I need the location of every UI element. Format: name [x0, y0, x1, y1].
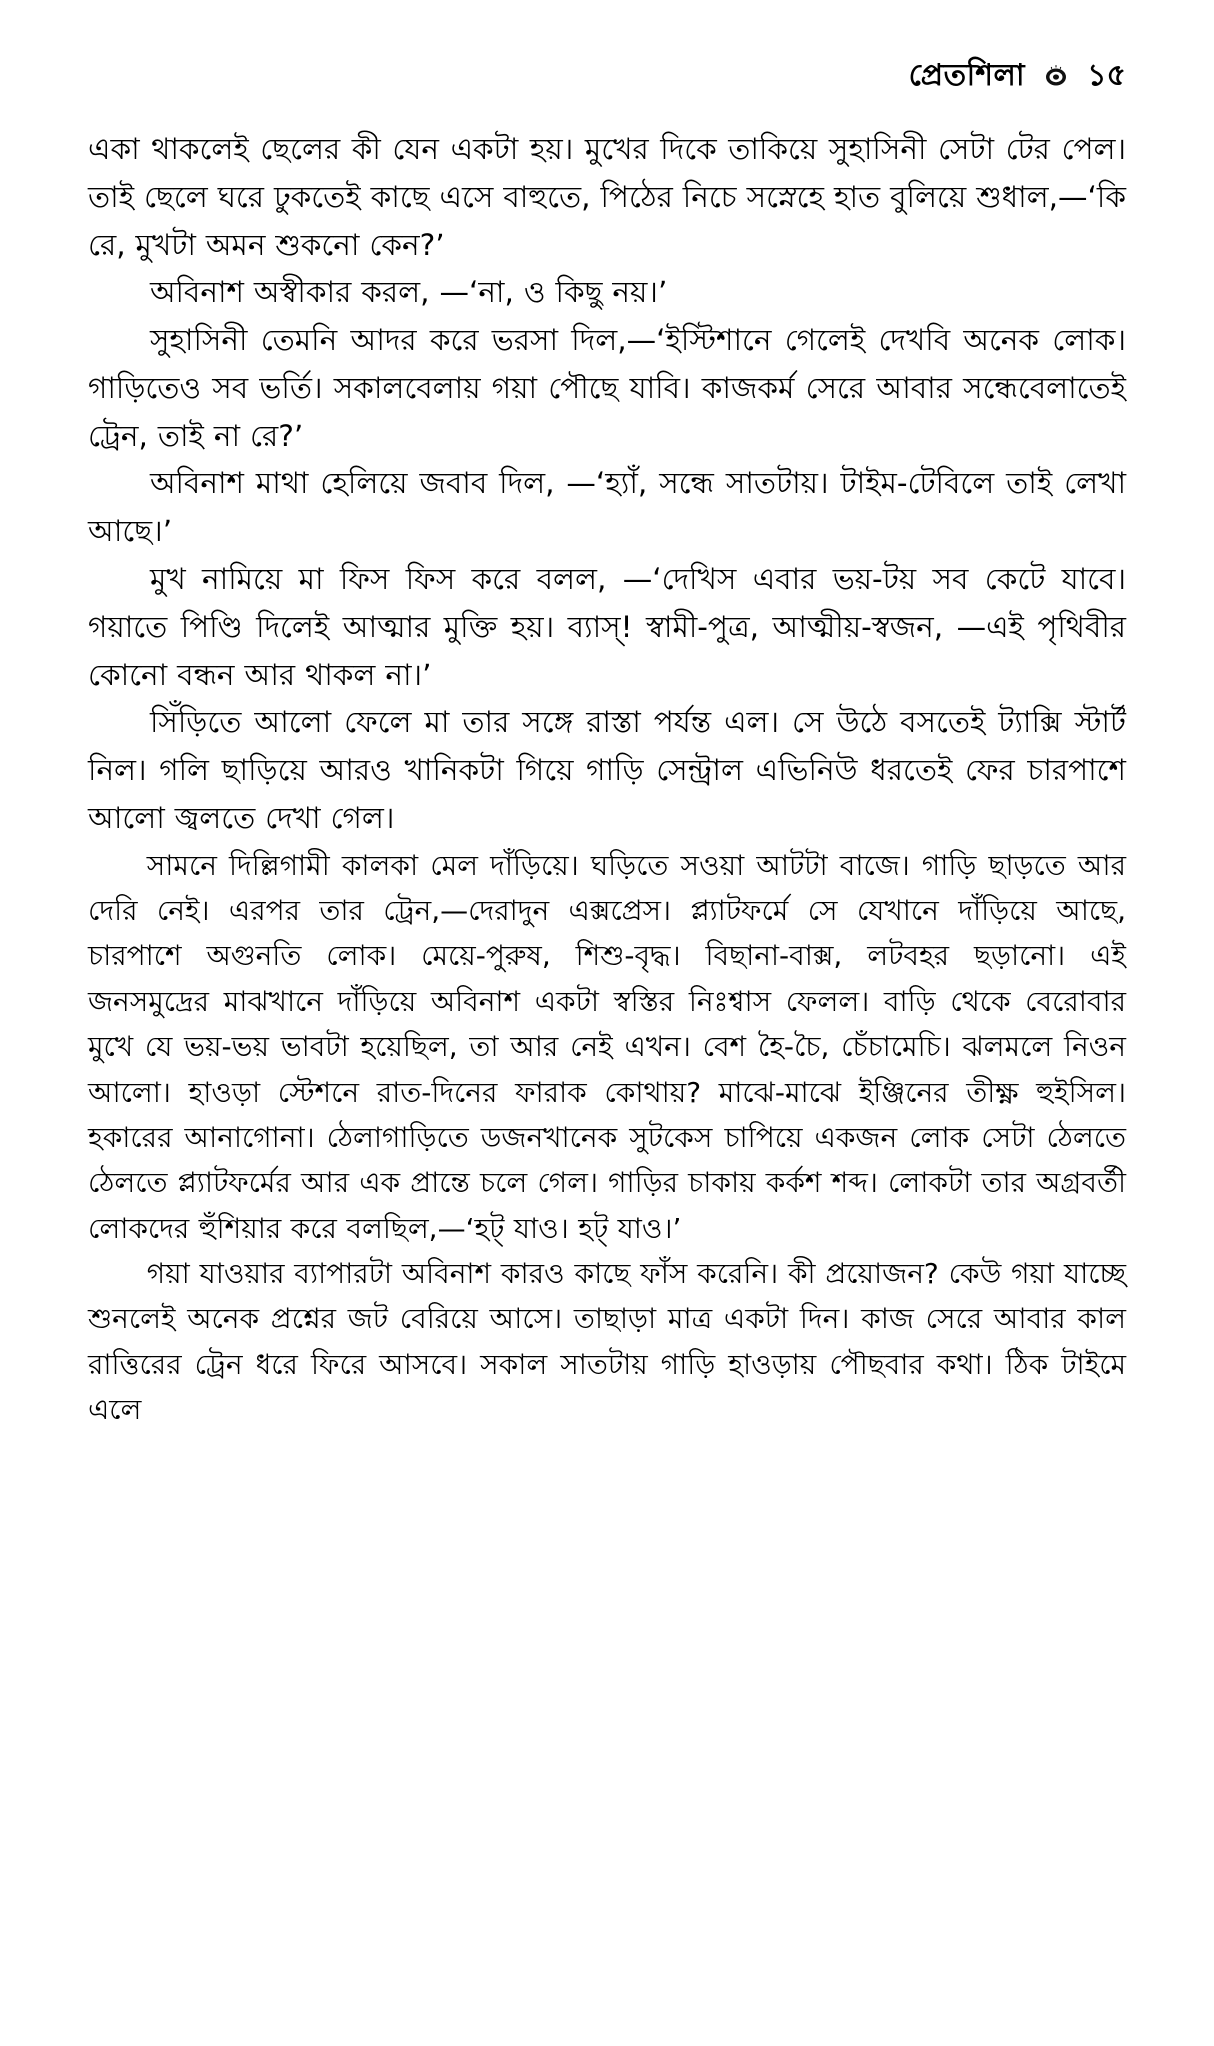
running-head — [88, 52, 1126, 100]
paragraph: একা থাকলেই ছেলের কী যেন একটা হয়। মুখের দিকে তাকিয়ে সুহাসিনী সেটা টের পেল। তাই ছেলে ঘরে ঢুকতেই কাছে এসে বাহুতে, পিঠের নিচে সস্নেহে হাত বুলিয়ে শুধাল,—‘কি রে, মুখটা অমন শুকনো কেন?’ — [88, 132, 1126, 262]
paragraph: অবিনাশ মাথা হেলিয়ে জবাব দিল, —‘হ্যাঁ, সন্ধে সাতটায়। টাইম-টেবিলে তাই লেখা আছে।’ — [88, 466, 1126, 549]
paragraph: সামনে দিল্লিগামী কালকা মেল দাঁড়িয়ে। ঘড়িতে সওয়া আটটা বাজে। গাড়ি ছাড়তে আর দেরি নেই। এরপর তার ট্রেন,—দেরাদুন এক্সপ্রেস। প্ল্যাটফর্মে সে যেখানে দাঁড়িয়ে আছে, চারপাশে অগুনতি লোক। মেয়ে-পুরুষ, শিশু-বৃদ্ধ। বিছানা-বাক্স, লটবহর ছড়ানো। এই জনসমুদ্রের মাঝখানে দাঁড়িয়ে অবিনাশ একটা স্বস্তির নিঃশ্বাস ফেলল। বাড়ি থেকে বেরোবার মুখে যে ভয়-ভয় ভাবটা হয়েছিল, তা আর নেই এখন। বেশ হৈ-চৈ, চেঁচামেচি। ঝলমলে নিওন আলো। হাওড়া স্টেশনে রাত-দিনের ফারাক কোথায়? মাঝে-মাঝে ইঞ্জিনের তীক্ষ্ণ হুইসিল। হকারের আনাগোনা। ঠেলাগাড়িতে ডজনখানেক সুটকেস চাপিয়ে একজন লোক সেটা ঠেলতে ঠেলতে প্ল্যাটফর্মের আর এক প্রান্তে চলে গেল। গাড়ির চাকায় কর্কশ শব্দ। লোকটা তার অগ্রবর্তী লোকদের হুঁশিয়ার করে বলছিল,—‘হট্ যাও। হট্ যাও।’ — [88, 848, 1126, 1245]
paragraph: সুহাসিনী তেমনি আদর করে ভরসা দিল,—‘ইস্টিশানে গেলেই দেখবি অনেক লোক। গাড়িতেও সব ভর্তি। সকালবেলায় গয়া পৌছে যাবি। কাজকর্ম সেরে আবার সন্ধেবেলাতেই ট্রেন, তাই না রে?’ — [88, 323, 1126, 453]
chapter-title: প্রেতশিলা — [908, 58, 1026, 93]
flower-ornament-icon — [1041, 61, 1071, 91]
page-body — [88, 126, 1126, 1432]
paragraph: সিঁড়িতে আলো ফেলে মা তার সঙ্গে রাস্তা পর্যন্ত এল। সে উঠে বসতেই ট্যাক্সি স্টার্ট নিল। গলি ছাড়িয়ে আরও খানিকটা গিয়ে গাড়ি সেন্ট্রাল এভিনিউ ধরতেই ফের চারপাশে আলো জ্বলতে দেখা গেল। — [88, 705, 1126, 835]
paragraph: মুখ নামিয়ে মা ফিস ফিস করে বলল, —‘দেখিস এবার ভয়-টয় সব কেটে যাবে। গয়াতে পিণ্ডি দিলেই আত্মার মুক্তি হয়। ব্যাস্! স্বামী-পুত্র, আত্মীয়-স্বজন, —এই পৃথিবীর কোনো বন্ধন আর থাকল না।’ — [88, 562, 1126, 692]
page-number: ১৫ — [1087, 58, 1126, 93]
paragraph: অবিনাশ অস্বীকার করল, —‘না, ও কিছু নয়।’ — [149, 275, 668, 310]
paragraph: গয়া যাওয়ার ব্যাপারটা অবিনাশ কারও কাছে ফাঁস করেনি। কী প্রয়োজন? কেউ গয়া যাচ্ছে শুনলেই অনেক প্রশ্নের জট বেরিয়ে আসে। তাছাড়া মাত্র একটা দিন। কাজ সেরে আবার কাল রাত্তিরের ট্রেন ধরে ফিরে আসবে। সকাল সাতটায় গাড়ি হাওড়ায় পৌছবার কথা। ঠিক টাইমে এলে — [88, 1256, 1126, 1427]
